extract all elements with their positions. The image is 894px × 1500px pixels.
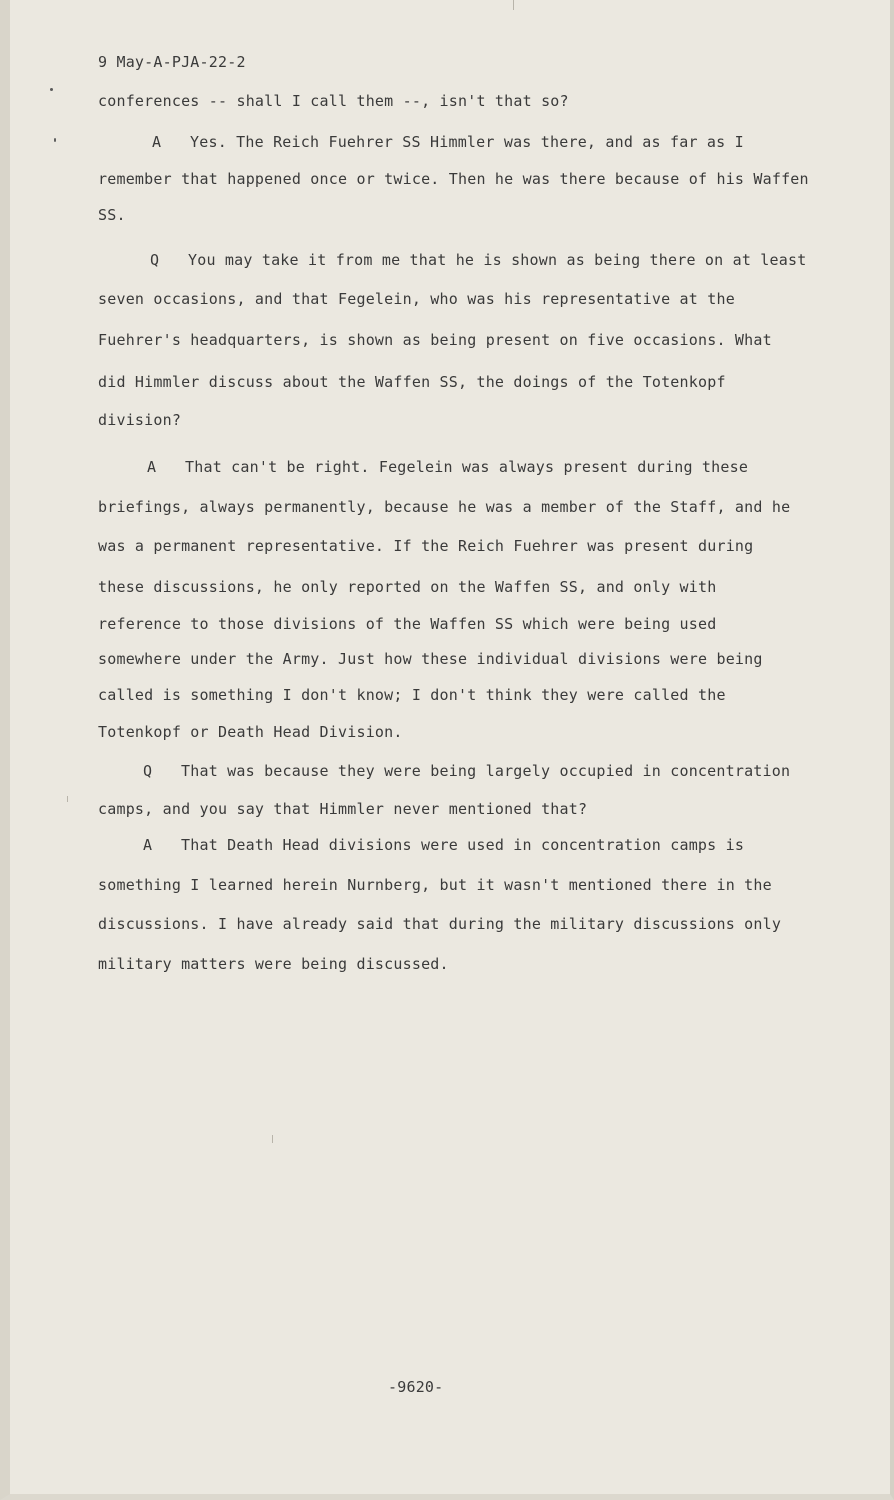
line-text: these discussions, he only reported on the Waffen SS, and only with <box>98 578 717 596</box>
line-text: reference to those divisions of the Waffen SS which were being used <box>98 615 717 633</box>
transcript-line <box>98 331 772 349</box>
paper-mark <box>67 796 68 802</box>
transcript-line <box>98 411 181 429</box>
paper-mark <box>513 0 514 10</box>
line-text: That was because they were being largely occupied in concentration <box>181 762 791 780</box>
page-number: -9620- <box>388 1378 444 1396</box>
speaker-label: Q <box>143 762 153 780</box>
line-text: Totenkopf or Death Head Division. <box>98 723 403 741</box>
line-text: camps, and you say that Himmler never mentioned that? <box>98 800 588 818</box>
transcript-line <box>143 836 744 854</box>
line-text: remember that happened once or twice. Then he was there because of his Waffen <box>98 170 809 188</box>
speaker-label: A <box>143 836 153 854</box>
transcript-line <box>98 876 772 894</box>
line-text: briefings, always permanently, because he was a member of the Staff, and he <box>98 498 791 516</box>
transcript-line <box>98 650 763 668</box>
transcript-line <box>98 206 126 224</box>
transcript-line <box>147 458 748 476</box>
transcript-line <box>98 800 587 818</box>
line-text: conferences -- shall I call them --, isn't that so? <box>98 92 569 110</box>
line-text: discussions. I have already said that during the military discussions only <box>98 915 782 933</box>
line-text: That can't be right. Fegelein was always present during these <box>185 458 749 476</box>
transcript-line <box>98 723 403 741</box>
paper-mark <box>272 1135 273 1143</box>
transcript-line <box>98 498 790 516</box>
line-text: called is something I don't know; I don't think they were called the <box>98 686 726 704</box>
speaker-label: A <box>147 458 157 476</box>
line-text: did Himmler discuss about the Waffen SS, the doings of the Totenkopf <box>98 373 726 391</box>
transcript-line <box>98 373 726 391</box>
transcript-line <box>143 762 790 780</box>
line-text: That Death Head divisions were used in concentration camps is <box>181 836 745 854</box>
line-text: You may take it from me that he is shown as being there on at least <box>188 251 807 269</box>
transcript-line <box>98 290 735 308</box>
transcript-line <box>98 615 716 633</box>
line-text: seven occasions, and that Fegelein, who was his representative at the <box>98 290 735 308</box>
speaker-label: Q <box>150 251 160 269</box>
margin-speck <box>50 88 53 91</box>
transcript-line <box>98 578 716 596</box>
line-text: Yes. The Reich Fuehrer SS Himmler was there, and as far as I <box>190 133 744 151</box>
transcript-line <box>98 955 449 973</box>
line-text: SS. <box>98 206 126 224</box>
line-text: somewhere under the Army. Just how these individual divisions were being <box>98 650 763 668</box>
transcript-line <box>98 686 726 704</box>
transcript-line <box>98 915 781 933</box>
transcript-line <box>98 537 753 555</box>
line-text: division? <box>98 411 182 429</box>
line-text: military matters were being discussed. <box>98 955 449 973</box>
margin-speck <box>54 138 56 142</box>
transcript-line <box>150 251 806 269</box>
line-text: something I learned herein Nurnberg, but it wasn't mentioned there in the <box>98 876 772 894</box>
document-header-code: 9 May-A-PJA-22-2 <box>98 53 246 71</box>
transcript-line <box>98 170 809 188</box>
line-text: was a permanent representative. If the Reich Fuehrer was present during <box>98 537 754 555</box>
line-text: Fuehrer's headquarters, is shown as being present on five occasions. What <box>98 331 772 349</box>
transcript-line <box>98 92 569 110</box>
transcript-line <box>152 133 744 151</box>
speaker-label: A <box>152 133 162 151</box>
